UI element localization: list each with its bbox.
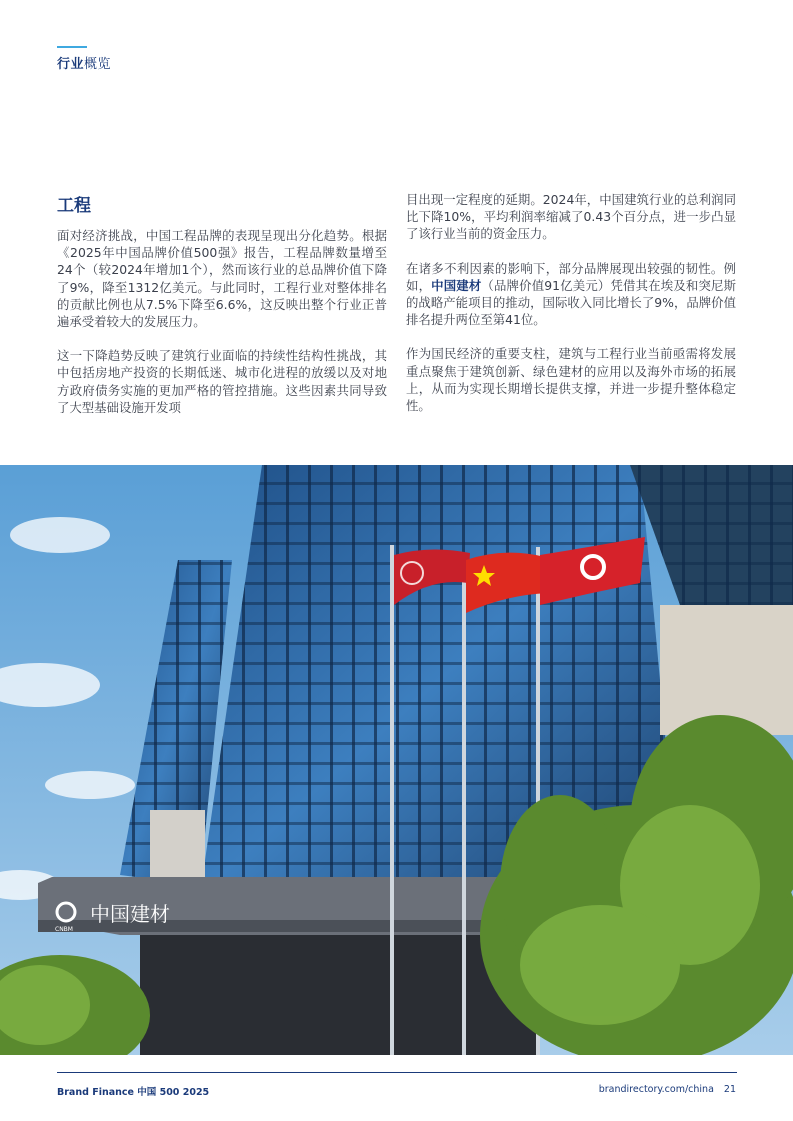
paragraph: 面对经济挑战，中国工程品牌的表现呈现出分化趋势。根据《2025年中国品牌价值500强》报告，工程品牌数量增至24个（较2024年增加1个），然而该行业的总品牌价值下降了9%，降至1312亿美元。与此同时，工程行业对整体排名的贡献比例也从7.5%下降至6.6%，这反映出整个行业正普遍承受着较大的发展压力。 — [57, 228, 387, 330]
sign-logo-text: CNBM — [55, 926, 73, 933]
section-label: 行业概览 — [57, 57, 112, 72]
paragraph: 目出现一定程度的延期。2024年，中国建筑行业的总利润同比下降10%，平均利润率缩减了0.43个百分点，进一步凸显了该行业当前的资金压力。 — [406, 192, 736, 242]
sign-text: 中国建材 — [90, 902, 170, 926]
paragraph: 作为国民经济的重要支柱，建筑与工程行业当前亟需将发展重点聚焦于建筑创新、绿色建材的应用以及海外市场的拓展上，从而为实现长期增长提供支撑，并进一步提升整体稳定性。 — [406, 346, 736, 414]
article-column-right — [406, 191, 736, 431]
footer-url[interactable]: brandirectory.com/china — [598, 1084, 714, 1095]
article-column-left — [57, 227, 387, 433]
building-photo — [0, 465, 793, 1055]
footer-publication: Brand Finance 中国 500 2025 — [57, 1087, 210, 1098]
section-accent-rule — [57, 46, 87, 48]
paragraph: 这一下降趋势反映了建筑行业面临的持续性结构性挑战，其中包括房地产投资的长期低迷、城市化进程的放缓以及对地方政府债务实施的更加严格的管控措施。这些因素共同导致了大型基础设施开发项 — [57, 348, 387, 415]
footer-right — [599, 1084, 736, 1095]
paragraph: 在诸多不利因素的影响下，部分品牌展现出较强的韧性。例如，中国建材（品牌价值91亿美元）凭借其在埃及和突尼斯的战略产能项目的推动，国际收入同比增长了9%，品牌价值排名提升两位至第41位。 — [406, 260, 736, 328]
article-heading: 工程 — [57, 196, 91, 216]
footer-rule — [57, 1072, 737, 1073]
page-number: 21 — [723, 1084, 736, 1095]
brand-highlight: 中国建材 — [431, 277, 482, 293]
